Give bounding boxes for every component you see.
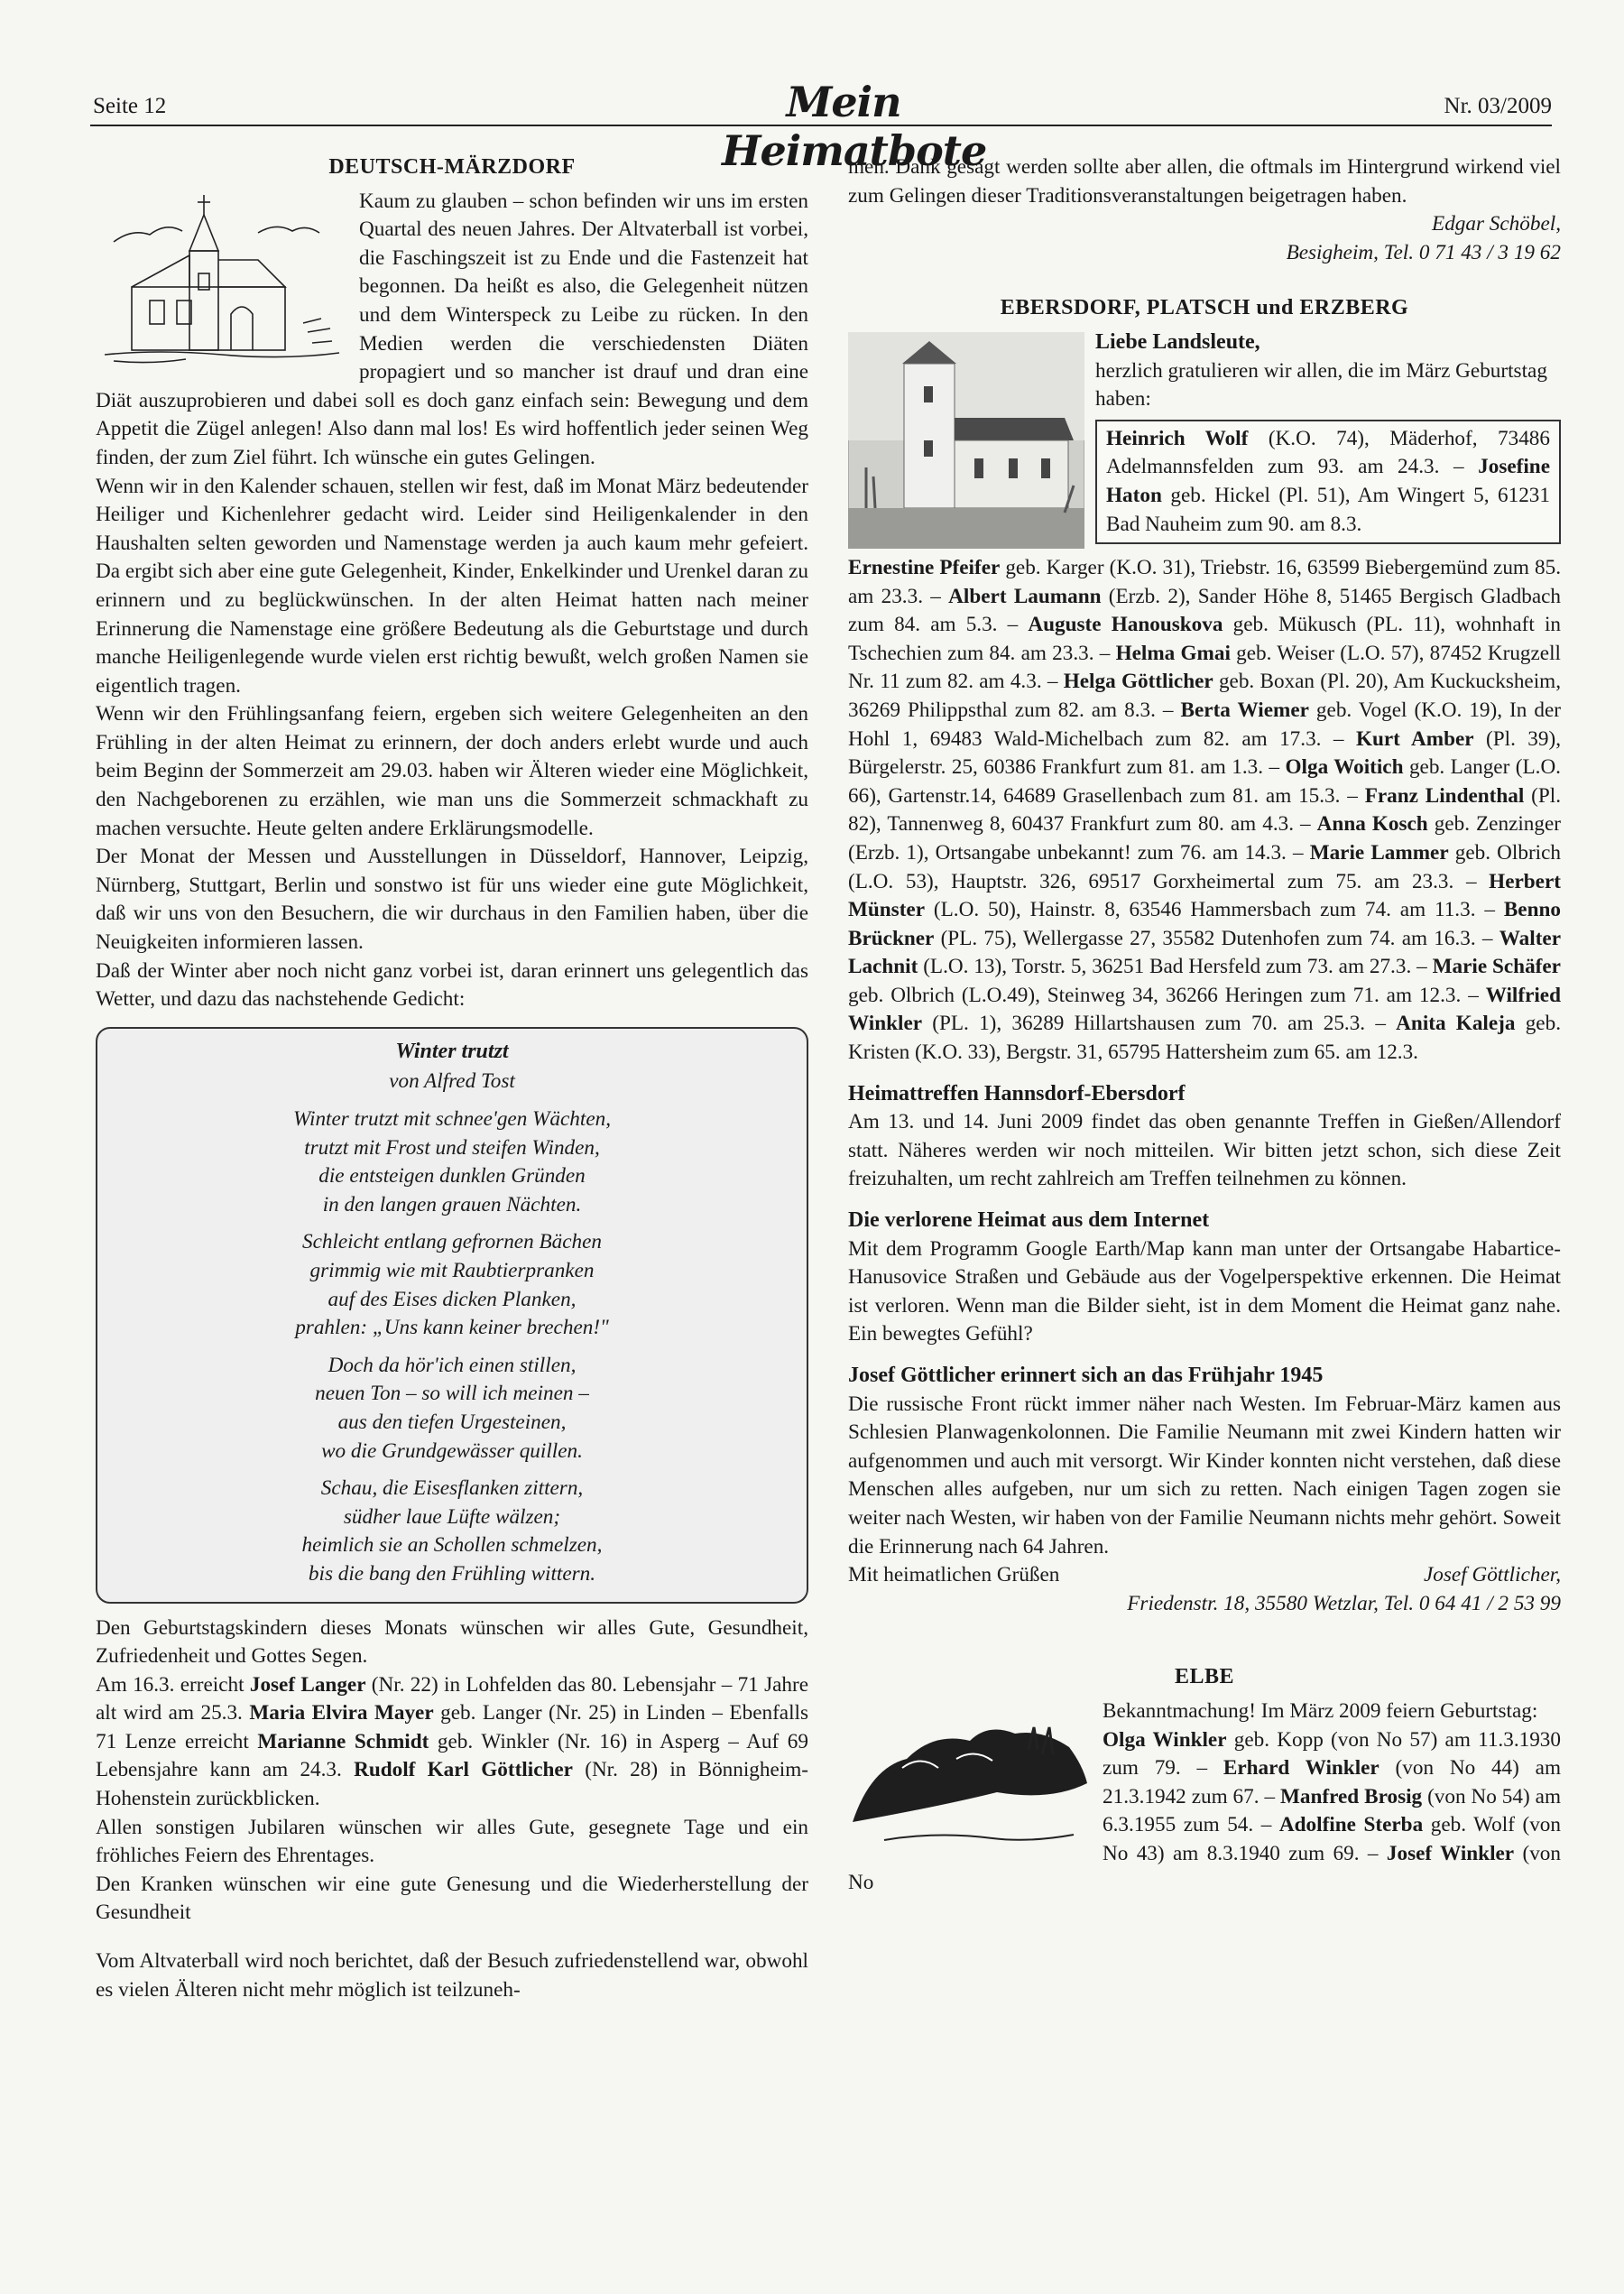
person-name: Heinrich Wolf: [1106, 426, 1249, 450]
text-run: geb. Vogel (K.O. 19), In der Hohl 1, 69483 Wald-Michelbach zum 82. am 17.3. –: [848, 698, 1562, 751]
poem-line: Schleicht entlang gefrornen Bächen: [301, 1230, 603, 1254]
person-name: Marianne Schmidt: [257, 1729, 429, 1753]
text-run: geb. Zenzinger (Erzb. 1), Ortsangabe unbekannt! zum 76. am 14.3. –: [848, 812, 1562, 865]
poem-line: trutzt mit Frost und steifen Winden,: [304, 1135, 600, 1160]
paragraph-intro: Kaum zu glauben – schon befinden wir uns im ersten Quartal des neuen Jahres. Der Altvaterball ist vorbei, die Faschingszeit ist zu Ende und die Fastenzeit hat begonnen. Da heißt es also, die Gelegenheit nützen und dem Winterspeck zu Leibe zu rücken. In den Medien werden die verschiedensten Diäten propagiert und so mancher ist drauf und dran eine Diät auszuprobieren und dabei soll es doch ganz einfach sein: Bewegung und dem Appetit die Zügel anlegen! Also dann mal los! Es wird hoffentlich jeder seinen Weg finden, der zum Ziel führt. Ich wünsche ein gutes Gelingen.: [96, 189, 808, 469]
text-run: geb. Boxan (Pl. 20), Am Kuckucksheim, 36269 Philippsthal zum 82. am 8.3. –: [848, 670, 1562, 722]
poem-author: von Alfred Tost: [389, 1069, 515, 1094]
section-title-deutsch-maerzdorf: DEUTSCH-MÄRZDORF: [328, 155, 576, 179]
person-name: Erhard Winkler: [1223, 1756, 1379, 1781]
heading-internet: Die verlorene Heimat aus dem Internet: [848, 1208, 1210, 1233]
person-name: Anita Kaleja: [1396, 1012, 1516, 1036]
paragraph-messen: Der Monat der Messen und Ausstellungen in Düsseldorf, Hannover, Leipzig, Nürnberg, Stuttgart, Berlin und sonstwo ist für uns wieder eine gute Möglichkeit, daß wir uns von den Besuchern, die wir durchaus in den Familien haben, über die Neuigkeiten informieren lassen.: [96, 845, 808, 955]
text-run: (Nr. 28) in Bönnigheim-Hohenstein zurückblicken.: [96, 1758, 808, 1811]
person-name: Helga Göttlicher: [1063, 670, 1213, 694]
person-name: Berta Wiemer: [1180, 698, 1309, 722]
text-run: geb. Langer (L.O. 66), Gartenstr.14, 64689 Grasellenbach zum 81. am 15.3. –: [848, 755, 1561, 808]
person-name: Josef Langer: [249, 1672, 366, 1697]
text-run: (von No 44) am 21.3.1942 zum 67. –: [1103, 1756, 1561, 1808]
header-rule: [90, 125, 1552, 126]
person-name: Albert Laumann: [948, 584, 1102, 608]
person-name: Walter Lachnit: [848, 926, 1561, 979]
text-run: geb. Winkler (Nr. 16) in Asperg – Auf 69 Lebensjahre kann am 24.3.: [96, 1729, 808, 1782]
person-name: Marie Lammer: [1309, 840, 1449, 865]
text-run: geb. Kristen (K.O. 33), Bergstr. 31, 65795 Hattersheim zum 65. am 12.3.: [848, 1012, 1561, 1065]
signature-address: Besigheim, Tel. 0 71 43 / 3 19 62: [1286, 240, 1561, 264]
text-run: (Erzb. 2), Sander Höhe 8, 51465 Bergisch Gladbach zum 84. am 5.3. –: [848, 584, 1562, 637]
masthead-logo: Mein Heimatbote: [722, 78, 987, 175]
person-name: Herbert Münster: [848, 869, 1561, 922]
person-name: Franz Lindenthal: [1364, 783, 1525, 808]
text-run: geb. Karger (K.O. 31), Triebstr. 16, 63599 Biebergemünd zum 85. am 23.3. –: [848, 555, 1561, 608]
heading-josef-goettlicher: Josef Göttlicher erinnert sich an das Frühjahr 1945: [848, 1364, 1324, 1387]
text-run: (L.O. 50), Hainstr. 8, 63546 Hammersbach zum 74. am 11.3. –: [925, 898, 1504, 922]
paragraph-geburtstag-wunsch: Den Geburtstagskindern dieses Monats wünschen wir alles Gute, Gesundheit, Zufriedenheit und Gottes Segen.: [96, 1615, 808, 1669]
person-name: Josef Winkler: [1386, 1841, 1515, 1865]
paragraph-geburtstage: [96, 1671, 808, 1814]
poem-line: Schau, die Eisesflanken zittern,: [320, 1476, 584, 1501]
text-run: (von No 54) am 6.3.1955 zum 54. –: [1103, 1784, 1561, 1837]
paragraph-kalender: Wenn wir in den Kalender schauen, stellen wir fest, daß im Monat März bedeutender Heiliger und Kichenlehrer gedacht wird. Leider sind Heiligenkalender in den Haushalten selten geworden und Namenstage werden ja auch kaum mehr gefeiert. Da ergibt sich aber eine gute Gelegenheit, Kinder, Enkelkinder und Urenkel daran zu erinnern und zu beglückwünschen. In der alten Heimat hatten nach meiner Erinnerung die Namenstage eine größere Bedeutung als die Geburtstage und durch manche Heiligenlegende wurde vielen erst richtig bewußt, welch großen Namen sie eigentlich tragen.: [96, 474, 808, 698]
closing-greeting: Mit heimatlichen Grüßen: [848, 1563, 1060, 1587]
poem-line: grimmig wie mit Raubtierpranken: [309, 1258, 595, 1282]
section-title-elbe: ELBE: [1174, 1665, 1235, 1689]
text-run: geb. Hickel (Pl. 51), Am Wingert 5, 61231 Bad Nauheim zum 90. am 8.3.: [1106, 483, 1550, 536]
text-run: geb. Wolf (von No 43) am 8.3.1940 zum 69. –: [1103, 1813, 1561, 1865]
person-name: Marie Schäfer: [1432, 955, 1561, 979]
poem-line: südher laue Lüfte wälzen;: [343, 1504, 561, 1529]
poem-stanza-2: [115, 1228, 789, 1342]
person-name: Adolfine Sterba: [1278, 1813, 1424, 1837]
poem-stanza-1: [115, 1105, 789, 1219]
greeting: Liebe Landsleute,: [1095, 329, 1260, 354]
poem-line: prahlen: „Uns kann keiner brechen!": [295, 1316, 609, 1340]
poem-line: bis die bang den Frühling wittern.: [308, 1561, 596, 1586]
person-name: Wilfried Winkler: [848, 983, 1561, 1036]
text-run: Am 16.3. erreicht: [96, 1672, 250, 1697]
poem-stanza-4: [115, 1475, 789, 1588]
chapel-sketch-image: [96, 188, 348, 368]
person-name: Maria Elvira Mayer: [249, 1701, 434, 1725]
text-run: geb. Olbrich (L.O.49), Steinweg 34, 36266 Heringen zum 71. am 12.3. –: [848, 983, 1486, 1007]
text-run: (Pl. 39), Bürgelerstr. 25, 60386 Frankfurt zum 81. am 1.3. –: [848, 726, 1562, 780]
right-column: [848, 153, 1561, 1897]
section-title-ebersdorf: EBERSDORF, PLATSCH und ERZBERG: [1000, 296, 1409, 320]
paragraph-josef-goettlicher: Die russische Front rückt immer näher nach Westen. Im Februar-März kamen aus Schlesien Planwagenkolonnen. Die Familie Neumann mit zwei Kindern hatten wir aufgenommen und auch mit versorgt. Wir Kinder konnten nicht verstehen, daß diese Menschen alles aufgeben, nur um sich zu retten. Nach einigen Tagen zogen sie weiter nach Westen, wir haben von der Familie Neumann nichts mehr gehört. Soweit die Erinnerung nach 64 Jahren.: [848, 1392, 1561, 1559]
text-run: (PL. 1), 36289 Hillartshausen zum 70. am 25.3. –: [922, 1012, 1397, 1036]
poem-stanza-3: [115, 1352, 789, 1466]
person-name: Anna Kosch: [1316, 812, 1428, 837]
text-run: (von No: [848, 1841, 1561, 1894]
poem-line: wo die Grundgewässer quillen.: [321, 1438, 583, 1463]
left-column: [96, 153, 808, 2004]
poem-box: [96, 1027, 808, 1604]
poem-line: aus den tiefen Urgesteinen,: [337, 1410, 567, 1434]
paragraph-elbe-intro: Bekanntmachung! Im März 2009 feiern Geburtstag:: [1103, 1698, 1538, 1723]
person-name: Kurt Amber: [1355, 726, 1474, 751]
heading-heimattreffen: Heimattreffen Hannsdorf-Ebersdorf: [848, 1081, 1186, 1105]
person-name: Ernestine Pfeifer: [848, 555, 1001, 579]
text-run: geb. Langer (Nr. 25) in Linden – Ebenfalls 71 Lenze erreicht: [96, 1701, 808, 1753]
signature-name: Josef Göttlicher,: [1424, 1563, 1561, 1587]
poem-line: Doch da hör'ich einen stillen,: [328, 1353, 577, 1377]
poem-line: heimlich sie an Schollen schmelzen,: [301, 1533, 603, 1558]
person-name: Helma Gmai: [1115, 641, 1231, 665]
poem-line: die entsteigen dunklen Gründen: [318, 1164, 586, 1189]
paragraph-altvaterball: Vom Altvaterball wird noch berichtet, daß der Besuch zufriedenstellend war, obwohl es vielen Älteren nicht mehr möglich ist teilzuneh-: [96, 1949, 808, 2002]
paragraph-winter: Daß der Winter aber noch nicht ganz vorbei ist, daran erinnert uns gelegentlich das Wetter, und dazu das nachstehende Gedicht:: [96, 958, 808, 1012]
elbe-landscape-sketch-image: [848, 1714, 1092, 1849]
paragraph-kranke: Den Kranken wünschen wir eine gute Genesung und die Wiederherstellung der Gesundheit: [96, 1872, 808, 1925]
paragraph-ebers-intro: herzlich gratulieren wir allen, die im März Geburtstag haben:: [1095, 358, 1547, 412]
text-run: (PL. 75), Wellergasse 27, 35582 Dutenhofen zum 74. am 16.3. –: [934, 926, 1499, 950]
paragraph-heimattreffen: Am 13. und 14. Juni 2009 findet das oben genannte Treffen in Gießen/Allendorf statt. Näheres werden wir noch mitteilen. Wir bitten jetzt schon, sich diese Zeit freizuhalten, um recht zahlreich am Treffen teilnehmen zu können.: [848, 1110, 1561, 1191]
church-photo-image: [848, 332, 1084, 549]
person-name: Auguste Hanouskova: [1028, 613, 1223, 637]
signature-address: Friedenstr. 18, 35580 Wetzlar, Tel. 0 64 41 / 2 53 99: [1127, 1591, 1561, 1615]
issue-number: Nr. 03/2009: [1444, 94, 1552, 118]
person-name: Rudolf Karl Göttlicher: [354, 1758, 573, 1782]
page-number: Seite 12: [93, 94, 167, 118]
signature-row: [848, 1561, 1561, 1590]
text-run: (Nr. 22) in Lohfelden das 80. Lebensjahr – 71 Jahre alt wird am 25.3.: [96, 1672, 808, 1725]
poem-line: in den langen grauen Nächten.: [322, 1192, 582, 1216]
text-run: geb. Kopp (von No 57) am 11.3.1930 zum 79. –: [1103, 1727, 1561, 1781]
person-name: Benno Brückner: [848, 898, 1561, 950]
person-name: Olga Winkler: [1103, 1727, 1227, 1752]
text-run: geb. Olbrich (L.O. 53), Hauptstr. 326, 69517 Gorxheimertal zum 75. am 23.3. –: [848, 840, 1561, 893]
paragraph-fruehling: Wenn wir den Frühlingsanfang feiern, ergeben sich weitere Gelegenheiten an den Frühling in der alten Heimat zu erinnern, der doch anders erlebt wurde und auch beim Beginn der Sommerzeit am 29.03. haben wir Älteren wieder eine Möglichkeit, den Nachgeborenen zu erzählen, wie man uns die Sommerzeit schmackhaft zu machen versuchte. Heute gelten andere Erklärungsmodelle.: [96, 702, 808, 840]
poem-line: auf des Eises dicken Planken,: [328, 1287, 577, 1311]
signature-name: Edgar Schöbel,: [1432, 212, 1561, 236]
text-run: geb. Mükusch (PL. 11), wohnhaft in Tschechien zum 84. am 23.3. –: [848, 613, 1561, 665]
text-run: (Pl. 82), Tannenweg 8, 60437 Frankfurt zum 80. am 4.3. –: [848, 783, 1561, 837]
birthday-highlight-box: [1095, 420, 1561, 544]
poem-line: neuen Ton – so will ich meinen –: [315, 1382, 589, 1406]
text-run: geb. Weiser (L.O. 57), 87452 Krugzell Nr. 11 zum 82. am 4.3. –: [848, 641, 1561, 694]
poem-title: Winter trutzt: [395, 1039, 509, 1063]
paragraph-internet: Mit dem Programm Google Earth/Map kann man unter der Ortsangabe Habartice-Hanusovice Straßen und Gebäude aus der Vogelperspektive erkennen. Die Heimat ist verloren. Wenn man die Bilder sieht, ist in dem Moment die Heimat ganz nahe. Ein bewegtes Gefühl?: [848, 1236, 1561, 1346]
poem-line: Winter trutzt mit schnee'gen Wächten,: [292, 1107, 612, 1131]
person-name: Olga Woitich: [1285, 755, 1404, 780]
paragraph-jubilare: Allen sonstigen Jubilaren wünschen wir alles Gute, gesegnete Tage und ein fröhliches Feiern des Ehrentages.: [96, 1815, 808, 1868]
person-name: Josefine Haton: [1106, 455, 1550, 507]
paragraph-continued: men. Dank gesagt werden sollte aber allen, die oftmals im Hintergrund wirkend viel zum Gelingen dieser Traditionsveranstaltungen beigetragen haben.: [848, 155, 1561, 208]
text-run: (L.O. 13), Torstr. 5, 36251 Bad Hersfeld zum 73. am 27.3. –: [918, 955, 1433, 979]
paragraph-birthday-list: [848, 554, 1561, 1068]
person-name: Manfred Brosig: [1280, 1784, 1423, 1808]
text-run: (K.O. 74), Mäderhof, 73486 Adelmannsfelden zum 93. am 24.3. –: [1106, 426, 1550, 479]
